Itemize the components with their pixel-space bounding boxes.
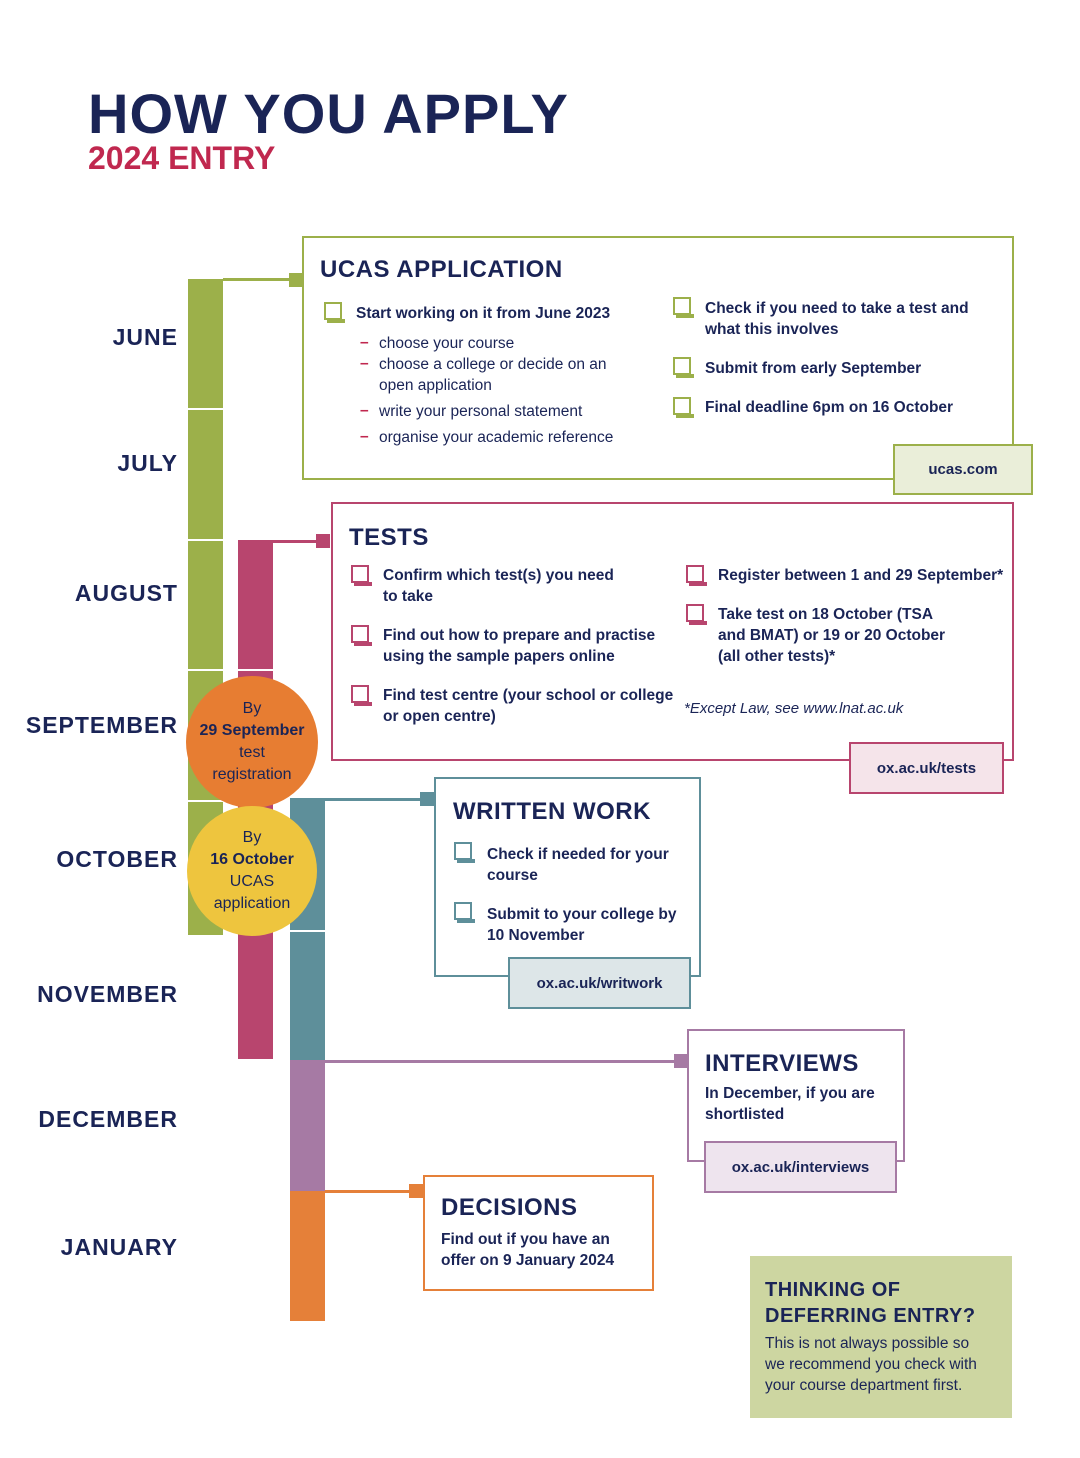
milestone-line: By — [242, 700, 262, 717]
interviews-connector-node — [674, 1054, 688, 1068]
month-divider — [290, 930, 325, 932]
decisions-connector-node — [409, 1184, 423, 1198]
ucas-subitem: organise your academic reference — [379, 429, 614, 446]
ucas-link[interactable]: ucas.com — [893, 444, 1033, 495]
tests-title: TESTS — [349, 524, 429, 551]
written-work-title: WRITTEN WORK — [453, 798, 651, 825]
milestone-line: registration — [212, 766, 292, 783]
ucas-subitem: choose a college or decide on an — [379, 356, 607, 373]
milestone-date: 29 September — [199, 722, 305, 739]
deferring-title: THINKING OF DEFERRING ENTRY? — [765, 1279, 976, 1327]
milestone-test-registration — [186, 676, 318, 808]
ucas-item-test-check: Check if you need to take a test and what this involves — [705, 300, 969, 338]
month-november: NOVEMBER — [37, 981, 178, 1007]
tests-item-take: Take test on 18 October (TSA and BMAT) or 19 or 20 October (all other tests)* — [718, 606, 946, 665]
tests-box — [331, 502, 1014, 761]
milestone-line: UCAS — [229, 873, 275, 890]
ucas-item-start: Start working on it from June 2023 — [356, 305, 611, 322]
tests-connector — [273, 540, 321, 543]
decisions-timeline-bar — [290, 1191, 325, 1321]
month-divider — [188, 669, 223, 671]
month-divider — [188, 408, 223, 410]
deferring-text: This is not always possible so we recommend you check with your course department first. — [765, 1335, 977, 1394]
dash-bullet: – — [360, 334, 369, 351]
month-january: JANUARY — [60, 1234, 178, 1260]
ucas-connector — [223, 278, 295, 281]
checkbox-icon — [673, 297, 691, 315]
checkbox-icon — [324, 302, 342, 320]
page-title: HOW YOU APPLY — [88, 82, 569, 145]
milestone-line: By — [242, 829, 262, 846]
page-subtitle: 2024 ENTRY — [88, 140, 276, 176]
checkbox-icon — [686, 604, 704, 622]
decisions-title: DECISIONS — [441, 1194, 578, 1221]
month-july: JULY — [117, 450, 178, 476]
checkbox-icon — [351, 685, 369, 703]
written-work-connector — [325, 798, 425, 801]
decisions-connector — [325, 1190, 415, 1193]
milestone-ucas-application — [187, 806, 317, 936]
tests-item-centre: Find test centre (your school or college or open centre) — [383, 687, 674, 725]
checkbox-icon — [351, 565, 369, 583]
tests-item-register: Register between 1 and 29 September* — [718, 567, 1004, 584]
ucas-subitem: choose your course — [379, 335, 515, 352]
checkbox-icon — [454, 902, 472, 920]
interviews-title: INTERVIEWS — [705, 1050, 859, 1077]
ucas-subitem: open application — [379, 377, 492, 394]
decisions-box — [423, 1175, 654, 1291]
written-work-link[interactable]: ox.ac.uk/writwork — [508, 957, 691, 1009]
tests-item-prepare: Find out how to prepare and practise using the sample papers online — [383, 627, 656, 665]
tests-item-confirm: Confirm which test(s) you need to take — [383, 567, 614, 605]
tests-connector-node — [316, 534, 330, 548]
ucas-title: UCAS APPLICATION — [320, 256, 563, 283]
month-december: DECEMBER — [38, 1106, 178, 1132]
tests-link[interactable]: ox.ac.uk/tests — [849, 742, 1004, 794]
dash-bullet: – — [360, 355, 369, 372]
month-october: OCTOBER — [56, 846, 178, 872]
milestone-line: application — [213, 895, 291, 912]
deferring-entry-panel — [750, 1256, 1012, 1418]
checkbox-icon — [673, 357, 691, 375]
written-item-submit: Submit to your college by 10 November — [487, 906, 677, 944]
interviews-timeline-bar — [290, 1060, 325, 1191]
dash-bullet: – — [360, 402, 369, 419]
checkbox-icon — [351, 625, 369, 643]
checkbox-icon — [673, 397, 691, 415]
ucas-subitem: write your personal statement — [379, 403, 583, 420]
written-item-check: Check if needed for your course — [487, 846, 669, 884]
written-work-connector-node — [420, 792, 434, 806]
month-divider — [238, 669, 273, 671]
interviews-connector — [325, 1060, 680, 1063]
checkbox-icon — [686, 565, 704, 583]
dash-bullet: – — [360, 428, 369, 445]
interviews-text: In December, if you are shortlisted — [705, 1085, 875, 1123]
ucas-item-deadline: Final deadline 6pm on 16 October — [705, 399, 954, 416]
month-divider — [188, 800, 223, 802]
month-divider — [188, 539, 223, 541]
ucas-connector-node — [289, 273, 303, 287]
milestone-line: test — [239, 744, 265, 761]
month-august: AUGUST — [74, 580, 178, 606]
decisions-text: Find out if you have an offer on 9 January 2024 — [441, 1231, 615, 1269]
milestone-date: 16 October — [210, 851, 294, 868]
interviews-link[interactable]: ox.ac.uk/interviews — [704, 1141, 897, 1193]
written-work-box — [434, 777, 701, 977]
month-september: SEPTEMBER — [25, 712, 178, 738]
checkbox-icon — [454, 842, 472, 860]
ucas-item-submit: Submit from early September — [705, 360, 922, 377]
month-june: JUNE — [112, 324, 178, 350]
tests-note: *Except Law, see www.lnat.ac.uk — [684, 700, 904, 717]
